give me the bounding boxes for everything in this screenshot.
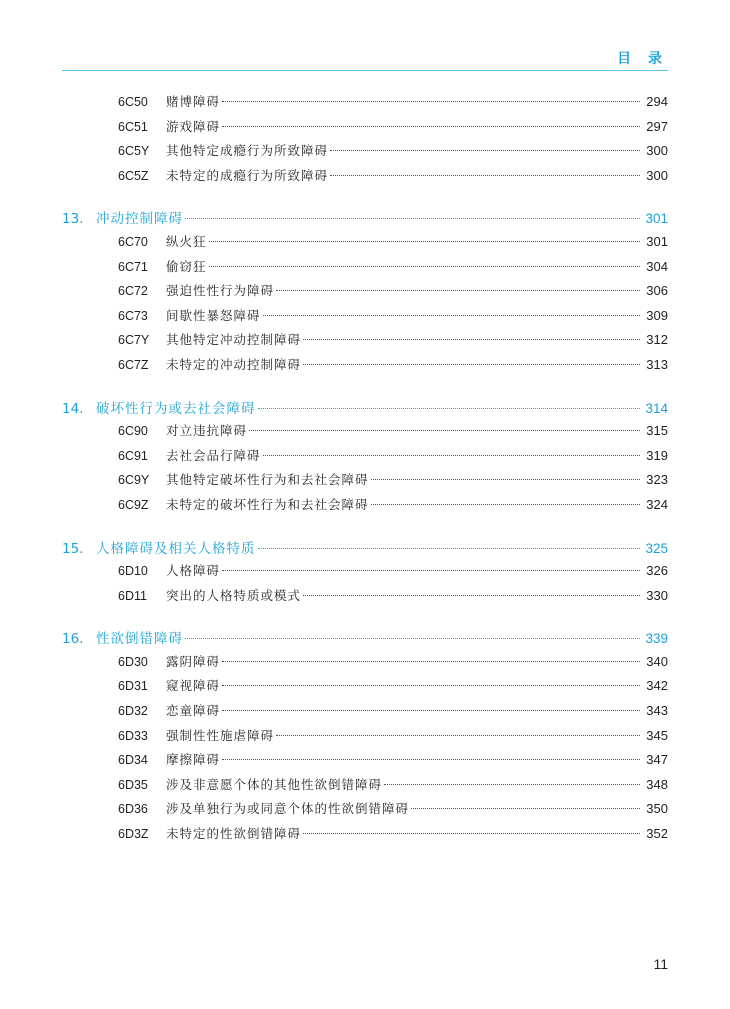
entry-page: 348: [646, 776, 668, 792]
toc-section-heading[interactable]: [62, 397, 668, 422]
entry-code: 6C72: [118, 284, 148, 299]
toc-entry[interactable]: [62, 750, 668, 775]
entry-code: 6D3Z: [118, 827, 149, 842]
dot-leader: [303, 364, 640, 365]
dot-leader: [371, 504, 640, 505]
entry-label: 涉及非意愿个体的其他性欲倒错障碍: [166, 776, 383, 792]
toc-section-heading[interactable]: [62, 537, 668, 562]
toc-entry[interactable]: [62, 446, 668, 471]
dot-leader: [263, 455, 640, 456]
entry-code: 6D33: [118, 728, 148, 743]
header-rule: [62, 70, 668, 71]
entry-page: 347: [646, 752, 668, 768]
section-title: 冲动控制障碍: [96, 211, 183, 228]
dot-leader: [371, 479, 640, 480]
entry-code: 6C50: [118, 95, 148, 109]
dot-leader: [384, 784, 640, 785]
dot-leader: [276, 290, 640, 291]
entry-code: 6D31: [118, 679, 148, 694]
entry-label: 摩擦障碍: [166, 752, 221, 768]
toc-entry[interactable]: [62, 726, 668, 751]
entry-code: 6C9Y: [118, 473, 150, 488]
entry-label: 强制性性施虐障碍: [166, 727, 275, 743]
entry-code: 6D10: [118, 564, 148, 579]
dot-leader: [303, 339, 640, 340]
dot-leader: [222, 101, 640, 102]
entry-code: 6C51: [118, 119, 148, 134]
toc-section-heading[interactable]: [62, 627, 668, 652]
section-number: 16.: [62, 631, 84, 648]
entry-page: 313: [646, 356, 668, 372]
entry-code: 6C70: [118, 234, 148, 249]
entry-label: 间歇性暴怒障碍: [166, 307, 261, 323]
entry-label: 人格障碍: [166, 563, 221, 579]
entry-label: 涉及单独行为或同意个体的性欲倒错障碍: [166, 801, 410, 817]
toc-entry[interactable]: [62, 281, 668, 306]
entry-page: 294: [646, 94, 668, 109]
entry-code: 6C91: [118, 448, 148, 463]
dot-leader: [303, 833, 640, 834]
entry-page: 340: [646, 653, 668, 669]
section-page: 314: [645, 400, 668, 416]
entry-code: 6D34: [118, 753, 148, 768]
entry-page: 326: [646, 563, 668, 579]
entry-code: 6D11: [118, 588, 147, 603]
entry-label: 未特定的冲动控制障碍: [166, 356, 302, 372]
section-number: 14.: [62, 400, 84, 417]
entry-code: 6D35: [118, 777, 148, 792]
dot-leader: [330, 150, 640, 151]
entry-page: 312: [646, 332, 668, 348]
entry-code: 6C73: [118, 308, 148, 323]
toc-entry[interactable]: [62, 470, 668, 495]
entry-page: 345: [646, 727, 668, 743]
toc-entry[interactable]: [62, 166, 668, 191]
dot-leader: [185, 638, 640, 639]
entry-code: 6C71: [118, 259, 148, 274]
entry-label: 去社会品行障碍: [166, 447, 261, 463]
entry-page: 324: [646, 496, 668, 512]
toc-entry[interactable]: [62, 824, 668, 849]
toc-entry[interactable]: [62, 330, 668, 355]
dot-leader: [222, 759, 640, 760]
entry-page: 330: [646, 587, 668, 603]
section-page: 325: [645, 540, 668, 556]
entry-label: 纵火狂: [166, 233, 207, 249]
toc-entry[interactable]: [62, 421, 668, 446]
entry-label: 赌博障碍: [166, 94, 221, 109]
dot-leader: [222, 570, 640, 571]
dot-leader: [411, 808, 640, 809]
entry-code: 6D30: [118, 654, 148, 669]
entry-label: 未特定的成瘾行为所致障碍: [166, 167, 329, 183]
toc-entry[interactable]: [62, 495, 668, 520]
toc-entry[interactable]: [62, 775, 668, 800]
dot-leader: [258, 548, 641, 549]
entry-page: 343: [646, 703, 668, 719]
entry-page: 309: [646, 307, 668, 323]
entry-code: 6C7Z: [118, 357, 149, 372]
toc-entry[interactable]: [62, 561, 668, 586]
toc-entry[interactable]: [62, 257, 668, 282]
entry-label: 游戏障碍: [166, 118, 221, 134]
dot-leader: [330, 175, 640, 176]
entry-label: 突出的人格特质或模式: [166, 587, 302, 603]
entry-page: 297: [646, 118, 668, 134]
page-number: 11: [653, 956, 668, 972]
dot-leader: [249, 430, 640, 431]
section-number: 15.: [62, 540, 84, 557]
toc-entry[interactable]: [62, 676, 668, 701]
section-title: 破坏性行为或去社会障碍: [96, 400, 256, 417]
toc-section-heading[interactable]: [62, 207, 668, 232]
entry-label: 强迫性性行为障碍: [166, 283, 275, 299]
dot-leader: [263, 315, 640, 316]
dot-leader: [209, 266, 640, 267]
toc-entry[interactable]: [62, 799, 668, 824]
dot-leader: [258, 408, 641, 409]
toc-entry[interactable]: [62, 586, 668, 611]
entry-label: 其他特定破坏性行为和去社会障碍: [166, 472, 369, 488]
entry-label: 露阴障碍: [166, 653, 221, 669]
dot-leader: [303, 595, 640, 596]
toc-entry[interactable]: [62, 141, 668, 166]
entry-page: 319: [646, 447, 668, 463]
toc-group: [62, 627, 668, 848]
section-page: 339: [645, 631, 668, 647]
toc-group: [62, 207, 668, 379]
dot-leader: [209, 241, 640, 242]
entry-code: 6C5Z: [118, 168, 149, 183]
entry-label: 其他特定成瘾行为所致障碍: [166, 143, 329, 159]
entry-label: 未特定的性欲倒错障碍: [166, 826, 302, 842]
section-page: 301: [645, 211, 668, 227]
toc-entry[interactable]: [62, 306, 668, 331]
entry-label: 未特定的破坏性行为和去社会障碍: [166, 496, 369, 512]
entry-label: 窥视障碍: [166, 678, 221, 694]
dot-leader: [276, 735, 640, 736]
entry-code: 6C5Y: [118, 144, 150, 159]
entry-page: 352: [646, 826, 668, 842]
dot-leader: [185, 218, 640, 219]
section-number: 13.: [62, 211, 84, 228]
toc-entry[interactable]: [62, 232, 668, 257]
dot-leader: [222, 685, 640, 686]
toc-group: [62, 537, 668, 611]
entry-label: 其他特定冲动控制障碍: [166, 332, 302, 348]
section-title: 人格障碍及相关人格特质: [96, 540, 256, 557]
dot-leader: [222, 710, 640, 711]
entry-page: 304: [646, 258, 668, 274]
entry-code: 6D32: [118, 704, 148, 719]
toc-entry[interactable]: [62, 117, 668, 142]
entry-code: 6C7Y: [118, 333, 150, 348]
entry-code: 6D36: [118, 802, 148, 817]
running-header-title: 目 录: [617, 51, 668, 67]
entry-page: 342: [646, 678, 668, 694]
toc-group: [62, 397, 668, 520]
toc-entry[interactable]: [62, 355, 668, 380]
entry-page: 300: [646, 167, 668, 183]
entry-code: 6C9Z: [118, 497, 149, 512]
section-title: 性欲倒错障碍: [96, 631, 183, 648]
entry-label: 恋童障碍: [166, 703, 221, 719]
toc-entry[interactable]: [62, 652, 668, 677]
entry-page: 300: [646, 143, 668, 159]
dot-leader: [222, 126, 640, 127]
toc-group: [62, 92, 668, 190]
table-of-contents: [62, 92, 668, 866]
toc-entry[interactable]: [62, 701, 668, 726]
dot-leader: [222, 661, 640, 662]
entry-page: 323: [646, 472, 668, 488]
entry-label: 对立违抗障碍: [166, 423, 248, 439]
entry-page: 350: [646, 801, 668, 817]
entry-page: 301: [646, 233, 668, 249]
toc-entry[interactable]: [62, 92, 668, 117]
entry-label: 偷窃狂: [166, 258, 207, 274]
entry-code: 6C90: [118, 424, 148, 439]
entry-page: 315: [646, 423, 668, 439]
entry-page: 306: [646, 283, 668, 299]
